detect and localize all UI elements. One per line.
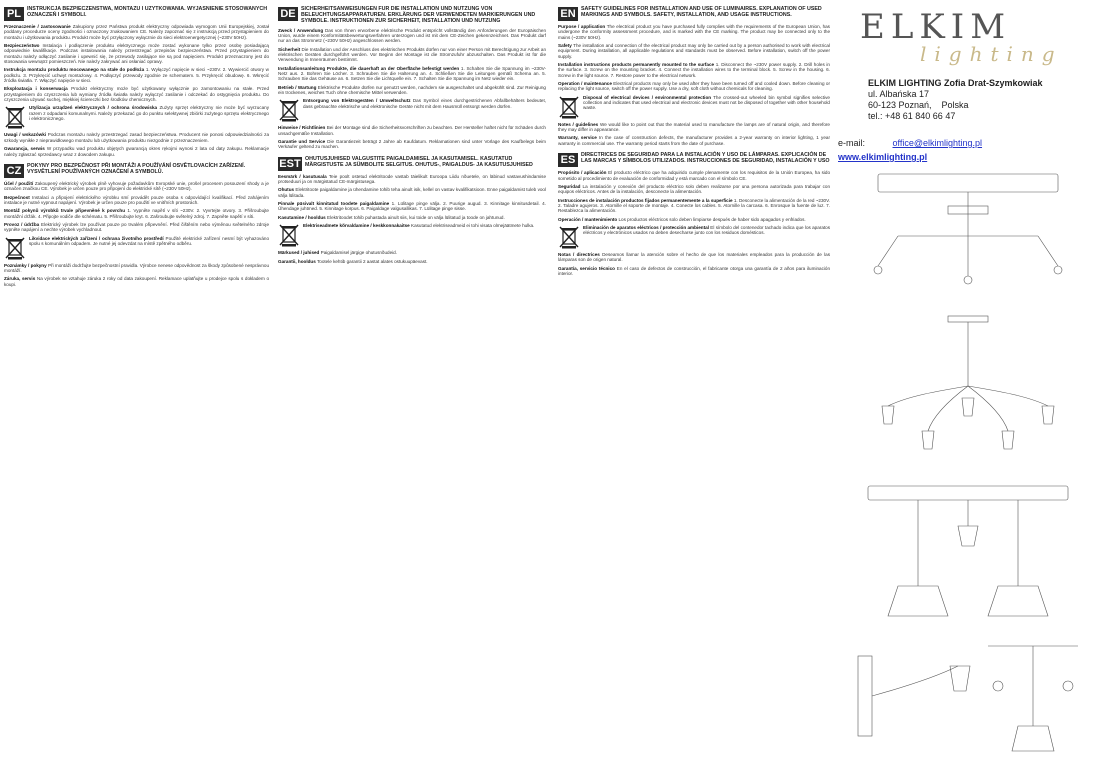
en-warranty: Warranty, service In the case of construction defects, the manufacturer provides a 2-year warranty on interior lighting, 1 year warranty in commercial use. The warranty period starts from the date of purchase. [558,135,830,146]
section-title-en: SAFETY GUIDELINES FOR INSTALLATION AND USE OF LUMINAIRES. EXPLANATION OF USED MARKINGS AND SYMBOLS. SAFETY, INSTALLATION, AND USAGE INSTRUCTIONS. [581,6,822,19]
es-disposal: Eliminación de aparatos eléctricos / protección ambiental El símbolo del contenedor tachado indica que los aparatos eléctricos y electrónicos usados no deben desecharse junto con los residuos domésticos. [558,225,830,249]
section-title-est: OHUTUSJUHISED VALGUSTITE PAIGALDAMISEL JA KASUTAMISEL. KASUTATUD MÄRGISTUSTE JA SÜMBOLITE SELGITUS. OHUTUS-, PAIGALDUS- JA KASUTUSJUHISED [305,155,533,168]
pl-installation: Instrukcja montażu produktu mocowanego na stałe do podłoża 1. Wyłączyć napięcie w sieci ~230V. 2. Wywiercić otwory w podłożu. 3. Przykręcić uchwyt montażowy. 4. Podłączyć przewody zgodnie ze schematem. 5. Przykręcić obudowę. 6. Wkręcić źródła światła. 7. Włączyć napięcie w sieci. [4,67,269,84]
illustration-pendant [868,486,1068,616]
illustration-chandelier [882,316,1054,449]
company-address [868,78,1096,122]
section-title-pl: INSTRUKCJA BEZPIECZEŃSTWA, MONTAŻU I UŻYTKOWANIA. WYJAŚNIENIE STOSOWANYCH OZNACZEŃ I SYMBOLI. [27,6,268,19]
de-purpose: Zweck / Anwendung Das von Ihnen erworbene elektrische Produkt entspricht vollständig den Anforderungen der Europäischen Union, wurde einem Konformitätsbewertungsverfahren unterzogen und ist mit dem CE-Zeichen gekennzeichnet. Das Produkt darf nur an das Stromnetz (~230V 50Hz) angeschlossen werden. [278,27,546,44]
cz-notes: Poznámky / pokyny Při montáži dodržujte bezpečnostní pravidla. Výrobce nenese odpovědnost za škody způsobené nesprávnou montáží. [4,262,269,273]
company-name: ELKIM LIGHTING Zofia Drat-Szymkowiak [868,78,1043,88]
section-header-est [278,156,546,171]
es-safety: Seguridad La instalación y conexión del producto eléctrico solo deben realizarse por una persona autorizada para trabajar con equipos eléctricos. Antes de la instalación, desconecte la alimentación. [558,183,830,195]
en-operation: Operation / maintenance Electrical products may only be used after they have been turned off and cooled down. Before cleaning or replacing the light source, switch off the power supply. Use a dry, soft cloth without chemicals for cleaning. [558,81,830,92]
est-disposal: Elektriseadmete kõrvaldamine / keskkonnakaitse Kasutatud elektriseadmeid ei tohi visata olmejäätmete hulka. [278,223,546,247]
illustration-ceiling-mount [874,174,1062,284]
section-header-es [558,152,830,167]
de-notes: Hinweise / Richtlinien Bei der Montage sind die Sicherheitsvorschriften zu beachten. Der Hersteller haftet nicht für Schäden durch unsachgemäße Installation. [278,125,546,136]
pl-notes: Uwagi / wskazówki Podczas montażu należy przestrzegać zasad bezpieczeństwa. Producent nie ponosi odpowiedzialności za szkody wynikłe z nieprawidłowego montażu lub użytkowania produktu niezgodnie z przeznaczeniem. [4,132,269,143]
section-header-de [278,6,546,25]
section-header-pl [4,6,269,21]
es-operation: Operación / mantenimiento Los productos eléctricos solo deben limpiarse después de haber sido apagados y enfriados. [558,216,806,222]
es-notes: Notas / directrices Deseamos llamar la atención sobre el hecho de que los materiales empleados para la producción de las lámparas son de origen natural. [558,251,830,263]
company-street: ul. Albańska 17 [868,89,930,99]
en-purpose: Purpose / application The electrical product you have purchased fully complies with the requirements of the European Union, has undergone the conformity assessment procedure, and is marked with the CE marking. The product may be connected only to the mains (~230V 50Hz). [558,24,830,40]
crossed-bin-icon [4,105,26,129]
cz-disposal: Likvidace elektrických zařízení / ochrana životního prostředí Použité elektrické zařízení nesmí být vyhazováno spolu s komunálním odpadem. Je nutné jej odevzdat na místě zpětného odběru. [4,236,269,260]
est-safety: Ohutus Elektritoote paigaldamine ja ühendamine tohib teha ainult isik, kellel on vastav kvalifikatsioon. Enne paigaldamist tuleb vool välja lülitada. [278,187,546,198]
email-label: e-mail: [838,138,866,148]
language-badge-cz: CZ [4,164,24,178]
crossed-bin-icon [558,225,580,249]
section-header-cz [4,163,269,178]
en-disposal: Disposal of electrical devices / environmental protection The crossed-out wheeled bin symbol signifies selective collection and indicates that used electrical and electronic devices must not be disposed of together with other household waste. [558,95,830,119]
de-disposal: Entsorgung von Elektrogeräten / Umweltschutz Das Symbol eines durchgestrichenen Abfallbehälters bedeutet, dass gebrauchte elektrische und elektronische Geräte nicht mit dem Hausmüll entsorgt werden dürfen. [278,98,546,122]
cz-warranty: Záruka, servis Na výrobek se vztahuje záruka 2 roky od data zakoupení. Reklamace uplatňujte u prodejce spolu s dokladem o koupi. [4,276,269,287]
es-purpose: Propósito / aplicación El producto eléctrico que ha adquirido cumple plenamente con los requisitos de la Unión Europea, ha sido sometido al procedimiento de evaluación de conformidad y está marcado con el símbolo CE. [558,170,830,181]
de-installation: Installationsanleitung Produkte, die dauerhaft an der Oberfläche befestigt werden 1. Schalten Sie die Spannung im ~230V-Netz aus. 2. Bohren Sie Löcher. 3. Schrauben Sie die Halterung an. 4. Schließen Sie die Leitungen gemäß Schema an. 5. Schrauben Sie das Gehäuse an. 6. Setzen Sie die Lichtquelle ein. 7. Schalten Sie die Spannung im Netz wieder ein. [278,65,546,82]
est-operation: Kasutamine / hooldus Elektritoodet tohib puhastada ainult siis, kui toide on välja lülitatud ja toode on jahtunud. [278,214,505,220]
de-safety: Sicherheit Die Installation und der Anschluss des elektrischen Produkts dürfen nur von einer Person mit Berechtigung zur Arbeit an elektrischen Geräten durchgeführt werden. Vor Beginn der Montage ist die Stromzufuhr abzuschalten. Das Produkt ist für die Verwendung in Innenräumen bestimmt. [278,46,546,63]
section-title-es: DIRECTRICES DE SEGURIDAD PARA LA INSTALACIÓN Y USO DE LÁMPARAS. EXPLICACIÓN DE LAS MARCAS Y SÍMBOLOS UTILIZADOS. INSTRUCCIONES DE SEGURIDAD, INSTALACIÓN Y USO [581,152,830,165]
en-safety: Safety The installation and connection of the electrical product may only be carried out by a person authorised to work with electrical equipment. During installation, all applicable regulations and standards must be observed. Before installation, switch off the power supply. [558,43,830,59]
column-pl-cz [4,6,269,766]
logo-wordmark: ELKIM [860,7,1012,47]
language-badge-pl: PL [4,7,24,21]
language-badge-en: EN [558,7,578,21]
section-title-de: SICHERHEITSANWEISUNGEN FÜR DIE INSTALLATION UND NUTZUNG VON BELEUCHTUNGSAPPARATUREN. ERKLÄRUNG DER VERWENDETEN MARKIERUNGEN UND SYMBOLE. INSTRUKTIONEN ZUR SICHERHEIT, INSTALLATION UND NUTZUNG [301,6,536,25]
illustration-wall-lamp [858,646,1078,751]
est-notes: Märkused / juhised Paigaldamisel järgige ohutusnõudeid. [278,250,398,256]
de-warranty: Garantie und Service Die Garantiezeit beträgt 2 Jahre ab Kaufdatum. Reklamationen sind unter Vorlage des Kaufbelegs beim Verkäufer geltend zu machen. [278,139,546,150]
crossed-bin-icon [558,95,580,119]
company-city: 60-123 Poznań, Polska [868,100,969,110]
pl-operation: Eksploatacja i konserwacja Produkt elektryczny może być użytkowany wyłącznie po zamontowaniu na stałe. Przed przystąpieniem do czyszczenia lub wymiany źródła światła należy wyłączyć zasilanie i odczekać do ostygnięcia produktu. Do czyszczenia używać suchej, miękkiej ściereczki bez środków chemicznych. [4,86,269,103]
installation-illustrations [838,166,1096,766]
email-link[interactable]: office@elkimlighting.pl [892,138,983,148]
section-header-en [558,6,830,21]
pl-safety: Bezpieczeństwo Instalacja i podłączenie produktu elektrycznego może zostać wykonane tylko przez osobę posiadającą odpowiednie kwalifikacje. Podczas instalowania należy przestrzegać przepisów bezpieczeństwa. Przed przystąpieniem do montażu należy odłączyć zasilanie i upewnić się, że przewody zasilające nie są pod napięciem. Produkt przeznaczony jest do stosowania wewnątrz pomieszczeń. Nie należy zakrywać ani osłaniać oprawy. [4,43,269,65]
es-warranty: Garantía, servicio técnico En el caso de defectos de construcción, el fabricante otorga una garantía de 2 años para iluminación interior. [558,265,830,276]
cz-installation: Montáž pokynů výrobků trvale připevněné k povrchu 1. Vypněte napětí v síti ~230V. 2. Vyvrtejte otvory. 3. Přišroubujte montážní držák. 4. Připojte vodiče dle schématu. 5. Přišroubujte kryt. 6. Zašroubujte světelný zdroj. 7. Zapněte napětí v síti. [4,208,269,219]
pl-disposal: Utylizacja urządzeń elektrycznych / ochrona środowiska Zużyty sprzęt elektryczny nie może być wyrzucany razem z odpadami komunalnymi. Należy przekazać go do punktu selektywnej zbiórki zużytego sprzętu elektrycznego i elektronicznego. [4,105,269,129]
website-link[interactable]: www.elkimlighting.pl [838,152,928,162]
cz-safety: Bezpečnost Instalaci a připojení elektrického výrobku smí provádět pouze osoba s odpovídající kvalifikací. Před zahájením instalace je nutné vypnout napájení. Výrobek je určen pouze pro použití ve vnitřních prostorách. [4,194,269,205]
cz-purpose: Účel / použití Zakoupený elektrický výrobek plně vyhovuje požadavkům Evropské unie, prošel procesem posouzení shody a je označen značkou CE. Výrobek je určen pouze pro připojení do elektrické sítě (~230V 50Hz). [4,180,269,192]
logo-subtitle: lighting [920,42,1063,66]
crossed-bin-icon [278,98,300,122]
est-purpose: Eesmärk / kasutusala Teie poolt ostetud elektritoode vastab täielikult Euroopa Liidu nõuetele, on läbinud vastavushindamise protseduuri ja on märgistatud CE-märgistusega. [278,173,546,185]
section-title-cz: POKYNY PRO BEZPEČNOST PŘI MONTÁŽI A POUŽÍVÁNÍ OSVĚTLOVACÍCH ZAŘÍZENÍ. VYSVĚTLENÍ POUŽÍVANÝCH OZNAČENÍ A SYMBOLŮ. [27,162,246,176]
company-phone: tel.: +48 61 840 66 47 [868,111,956,121]
en-installation: Installation instructions products permanently mounted to the surface 1. Disconnect the ~230V power supply. 2. Drill holes in the surface. 3. Screw on the mounting bracket. 4. Connect the installation wires to the terminal block. 5. Screw in the housing. 6. Screw in the light source. 7. Restore power to the electrical network. [558,62,830,78]
es-installation: Instrucciones de instalación productos fijados permanentemente a la superficie 1. Desconecte la alimentación de la red ~230V. 2. Taladre agujeros. 3. Atornille el soporte de montaje. 4. Conecte los cables. 5. Atornille la carcasa. 6. Enrosque la fuente de luz. 7. Restablezca la alimentación. [558,197,830,214]
contact-block [838,138,1096,163]
est-warranty: Garantii, hooldus Tootele kehtib garantii 2 aastat alates ostukuupäevast. [278,258,428,264]
column-brand [838,6,1096,766]
crossed-bin-icon [4,236,26,260]
brand-logo [860,7,1096,66]
cz-operation: Provoz / údržba Elektrický výrobek lze používat pouze po trvalém připevnění. Před čištěním nebo výměnou světelného zdroje vypněte napájení a nechte výrobek vychladnout. [4,221,269,233]
en-notes: Notes / guidelines We would like to point out that the material used to manufacture the lamps are of natural origin, and therefore they may differ in appearance. [558,121,830,133]
language-badge-de: DE [278,7,298,21]
column-en-es [558,6,830,766]
est-installation: Pinnale püsivalt kinnitatud toodete paigaldamine 1. Lülitage pinge välja. 2. Puurige augud. 3. Kinnitage kinnitusdetail. 4. Ühendage juhtmed. 5. Kinnitage korpus. 6. Paigaldage valgusallikas. 7. Lülitage pinge sisse. [278,201,546,212]
language-badge-es: ES [558,153,578,167]
de-operation: Betrieb / Wartung Elektrische Produkte dürfen nur genutzt werden, nachdem sie ausgeschaltet und abgekühlt sind. Zur Reinigung ein trockenes, weiches Tuch ohne chemische Mittel verwenden. [278,84,546,96]
pl-warranty: Gwarancja, serwis W przypadku wad produktu objętych gwarancją okres rękojmi wynosi 2 lata od daty zakupu. Reklamacje należy zgłaszać sprzedawcy wraz z dowodem zakupu. [4,146,269,157]
crossed-bin-icon [278,223,300,247]
pl-purpose: Przeznaczenie / zastosowanie Zakupiony przez Państwa produkt elektryczny odpowiada wymogom Unii Europejskiej, został poddany procedurze oceny zgodności i oznaczony znakowaniem CE. Należy zapoznać się z instrukcją przed przystąpieniem do montażu i użytkowania produktu. Produkt może być przyłączony wyłącznie do sieci elektroenergetycznej (~230V 50Hz). [4,24,269,40]
column-de-est [278,6,546,766]
language-badge-est: EST [279,157,301,170]
